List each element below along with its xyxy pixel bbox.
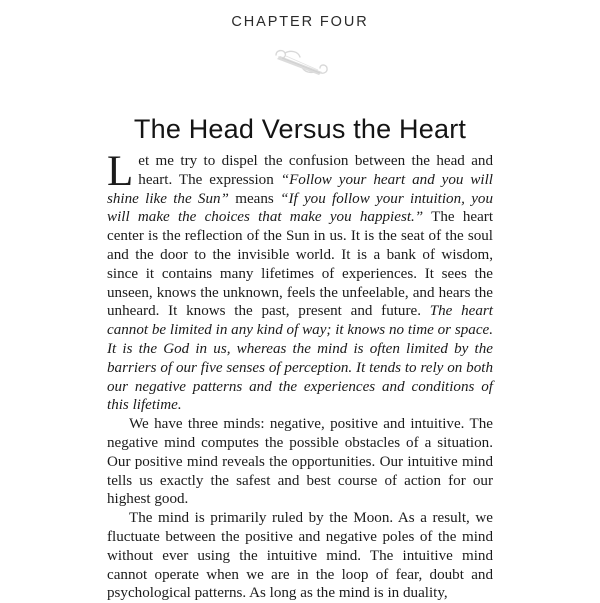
quill-flourish-ornament (0, 44, 600, 82)
drop-cap: L (107, 148, 134, 195)
paragraph-1-run-3: The heart center is the reflection of the Sun in us. It is the seat of the soul and the door to the invisible world. It is a bank of wisdom, since it contains many lifetimes of experiences. It sees the unseen, knows the unknown, feels the unfeelable, and hears the unheard. It knows the past, present and future. (107, 209, 494, 320)
page-title: The Head Versus the Heart (133, 114, 467, 145)
paragraph-1-italic-2: “If you follow your intuition, you will make the choices that make you happiest.” (107, 190, 493, 226)
paragraph-1 (107, 148, 494, 415)
paragraph-1-italic-1: “Follow your heart and you will shine like the Sun” (107, 171, 493, 207)
paragraph-3: The mind is primarily ruled by the Moon. As a result, we fluctuate between the positive and negative poles of the mind without ever using the intuitive mind. The intuitive mind cannot operate when we are in the loop of fear, doubt and psychological patterns. As long as the mind is in duality, (107, 510, 493, 602)
paragraph-1-run-1: et me try to dispel the confusion between the head and heart. The expression (138, 153, 493, 188)
body-text-block (107, 148, 494, 603)
chapter-label: CHAPTER FOUR (231, 14, 369, 30)
paragraph-1-italic-3: The heart cannot be limited in any kind of way; it knows no time or space. It is the God in us, whereas the mind is often limited by the barriers of our five senses of perception. It tends to rely on both our negative patterns and the experiences and conditions of this lifetime. (107, 303, 493, 414)
paragraph-2: We have three minds: negative, positive and intuitive. The negative mind computes the possible obstacles of a situation. Our positive mind reveals the opportunities. Our intuitive mind tells us exactly the safest and best course of action for our highest good. (107, 416, 493, 508)
paragraph-1-run-2: means (228, 190, 281, 207)
